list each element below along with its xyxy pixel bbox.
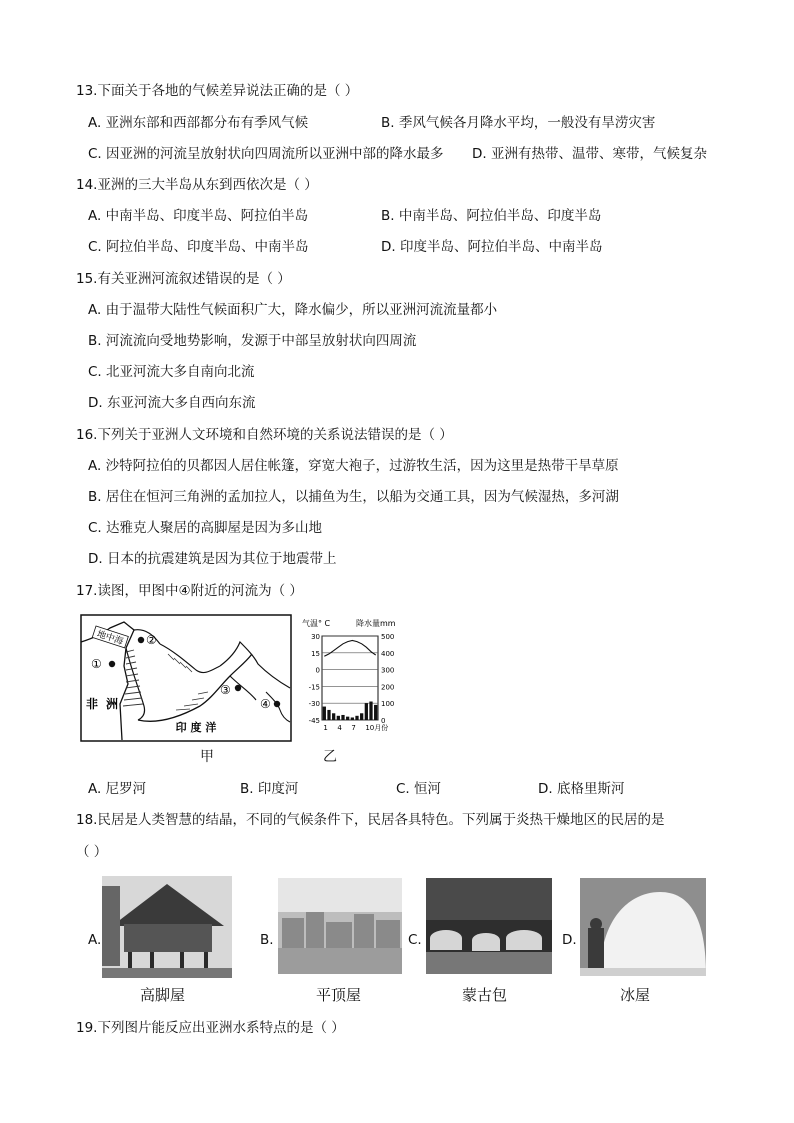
continent-char-2: 洲 bbox=[106, 697, 119, 711]
q18-option-d-caption: 冰屋 bbox=[620, 986, 651, 1004]
precip-bar bbox=[365, 703, 368, 720]
precip-bar bbox=[351, 717, 354, 720]
q17-stem: 17.读图，甲图中④附近的河流为（ ） bbox=[76, 583, 303, 599]
temp-tick-label: -30 bbox=[308, 700, 320, 709]
yurt-photo bbox=[426, 878, 552, 974]
q16-option-b: B. 居住在恒河三角洲的孟加拉人，以捕鱼为生，以船为交通工具，因为气候湿热，多河湖 bbox=[88, 489, 619, 505]
q16-option-a: A. 沙特阿拉伯的贝都因人居住帐篷，穿宽大袍子，过游牧生活，因为这里是热带干旱草原 bbox=[88, 458, 619, 474]
marker-3: ③ bbox=[220, 683, 231, 697]
marker-dot-3 bbox=[235, 685, 241, 691]
map-caption: 甲 bbox=[200, 749, 214, 765]
marker-dot-2 bbox=[138, 637, 144, 643]
precip-tick-label: 100 bbox=[381, 700, 395, 709]
precip-bar bbox=[355, 716, 358, 720]
ocean-label: 印 度 洋 bbox=[175, 721, 217, 734]
q18-option-c-letter: C. bbox=[408, 932, 422, 948]
q13-option-d: D. 亚洲有热带、温带、寒带，气候复杂 bbox=[472, 146, 707, 162]
sea-label: 地中海 bbox=[95, 629, 125, 648]
q18-option-a-letter: A. bbox=[88, 932, 102, 948]
q14-option-a: A. 中南半岛、印度半岛、阿拉伯半岛 bbox=[88, 208, 309, 224]
q17-option-b: B. 印度河 bbox=[240, 781, 299, 797]
flat-roof-house-photo bbox=[278, 878, 402, 974]
temp-tick-label: -45 bbox=[308, 717, 320, 725]
precip-bar bbox=[341, 715, 344, 720]
temp-line bbox=[324, 641, 375, 657]
q17-option-c: C. 恒河 bbox=[396, 781, 442, 797]
marker-4: ④ bbox=[260, 697, 271, 711]
marker-1: ① bbox=[91, 657, 102, 671]
q15-option-c: C. 北亚河流大多自南向北流 bbox=[88, 364, 255, 380]
q15-option-a: A. 由于温带大陆性气候面积广大，降水偏少，所以亚洲河流流量都小 bbox=[88, 302, 498, 318]
chart-caption: 乙 bbox=[323, 749, 337, 765]
q16-option-d: D. 日本的抗震建筑是因为其位于地震带上 bbox=[88, 551, 337, 567]
q17-option-d: D. 底格里斯河 bbox=[538, 781, 625, 797]
q15-stem: 15.有关亚洲河流叙述错误的是（ ） bbox=[76, 271, 291, 287]
precip-tick-label: 300 bbox=[381, 666, 395, 675]
precip-bar bbox=[332, 713, 335, 720]
q13-stem: 13.下面关于各地的气候差异说法正确的是（ ） bbox=[76, 83, 359, 99]
q18-option-b-caption: 平顶屋 bbox=[316, 986, 362, 1004]
precip-bar bbox=[323, 707, 326, 720]
q15-option-d: D. 东亚河流大多自西向东流 bbox=[88, 395, 256, 411]
precip-bar bbox=[337, 716, 340, 720]
q17-option-a: A. 尼罗河 bbox=[88, 781, 147, 797]
temp-tick-label: -15 bbox=[308, 683, 320, 692]
month-tick-label: 10月份 bbox=[365, 724, 389, 732]
month-tick-label: 4 bbox=[337, 724, 342, 732]
precip-bar bbox=[374, 705, 377, 720]
climate-chart bbox=[300, 616, 412, 744]
temp-axis-label: 气温° C bbox=[302, 619, 331, 628]
q13-option-a: A. 亚洲东部和西部都分布有季风气候 bbox=[88, 115, 309, 131]
precip-bar bbox=[369, 702, 372, 720]
precip-tick-label: 0 bbox=[381, 717, 386, 725]
q18-stem-line2: （ ） bbox=[76, 844, 108, 860]
map-figure bbox=[80, 614, 292, 742]
igloo-photo bbox=[580, 878, 706, 976]
marker-2: ② bbox=[146, 633, 157, 647]
stilt-house-photo bbox=[102, 876, 232, 978]
q15-option-b: B. 河流流向受地势影响，发源于中部呈放射状向四周流 bbox=[88, 333, 417, 349]
temp-tick-label: 15 bbox=[311, 649, 320, 658]
temp-tick-label: 0 bbox=[315, 666, 320, 675]
q13-option-b: B. 季风气候各月降水平均，一般没有旱涝灾害 bbox=[381, 115, 656, 131]
precip-tick-label: 400 bbox=[381, 649, 395, 658]
precip-bar bbox=[327, 710, 330, 720]
precip-bar bbox=[360, 713, 363, 720]
q14-option-d: D. 印度半岛、阿拉伯半岛、中南半岛 bbox=[381, 239, 603, 255]
q14-option-b: B. 中南半岛、阿拉伯半岛、印度半岛 bbox=[381, 208, 602, 224]
precip-tick-label: 500 bbox=[381, 633, 395, 641]
q13-option-c: C. 因亚洲的河流呈放射状向四周流所以亚洲中部的降水最多 bbox=[88, 146, 444, 162]
q19-stem: 19.下列图片能反应出亚洲水系特点的是（ ） bbox=[76, 1020, 345, 1036]
q18-option-d-letter: D. bbox=[562, 932, 577, 948]
precip-tick-label: 200 bbox=[381, 683, 395, 692]
q14-option-c: C. 阿拉伯半岛、印度半岛、中南半岛 bbox=[88, 239, 309, 255]
q14-stem: 14.亚洲的三大半岛从东到西依次是（ ） bbox=[76, 177, 318, 193]
marker-dot-4 bbox=[274, 701, 280, 707]
precip-bar bbox=[346, 717, 349, 720]
q18-stem-line1: 18.民居是人类智慧的结晶，不同的气候条件下，民居各具特色。下列属于炎热干燥地区的民居的是 bbox=[76, 812, 665, 828]
continent-char-1: 非 bbox=[86, 697, 99, 711]
q18-option-c-caption: 蒙古包 bbox=[462, 986, 508, 1004]
q16-stem: 16.下列关于亚洲人文环境和自然环境的关系说法错误的是（ ） bbox=[76, 427, 453, 443]
q18-option-b-letter: B. bbox=[260, 932, 274, 948]
temp-tick-label: 30 bbox=[311, 633, 320, 641]
q18-option-a-caption: 高脚屋 bbox=[140, 986, 186, 1004]
marker-dot-1 bbox=[109, 661, 115, 667]
precip-axis-label: 降水量mm bbox=[356, 619, 396, 628]
month-tick-label: 1 bbox=[323, 724, 328, 732]
q16-option-c: C. 达雅克人聚居的高脚屋是因为多山地 bbox=[88, 520, 323, 536]
month-tick-label: 7 bbox=[351, 724, 356, 732]
